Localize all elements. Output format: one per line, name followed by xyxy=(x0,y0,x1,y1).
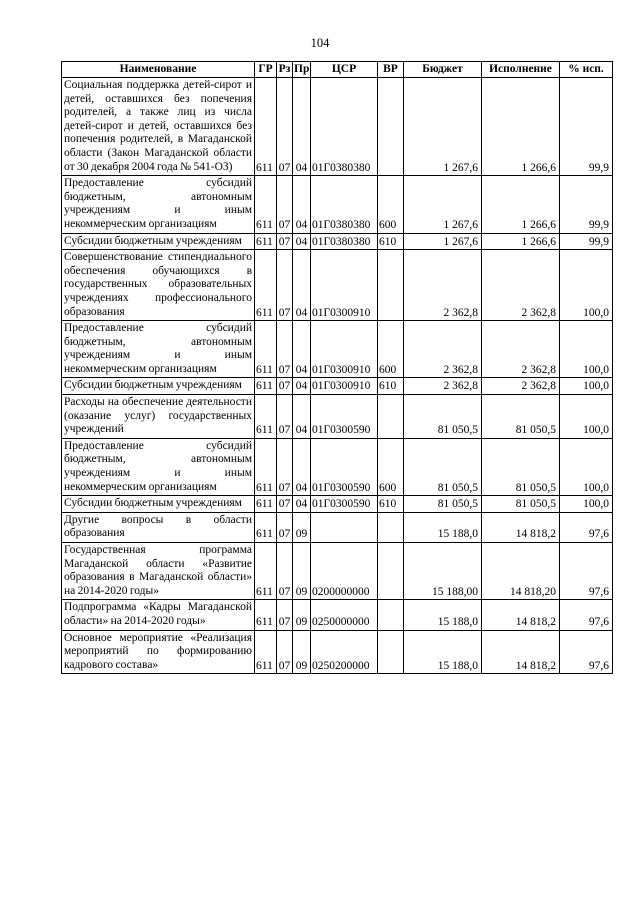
cell-vr xyxy=(378,512,404,542)
cell-percent: 100,0 xyxy=(560,496,613,513)
cell-vr: 610 xyxy=(378,496,404,513)
cell-execution: 81 050,5 xyxy=(482,438,560,495)
cell-execution: 1 266,6 xyxy=(482,176,560,233)
cell-name: Основное мероприятие «Реализация мероприятий по формированию кадрового состава» xyxy=(62,630,255,674)
cell-gr: 611 xyxy=(255,630,277,674)
cell-rz: 07 xyxy=(277,543,293,600)
cell-percent: 97,6 xyxy=(560,543,613,600)
cell-budget: 2 362,8 xyxy=(404,250,482,321)
table-row xyxy=(62,512,613,542)
cell-vr xyxy=(378,78,404,176)
cell-csr: 01Г0380380 xyxy=(311,78,378,176)
cell-vr: 610 xyxy=(378,378,404,395)
cell-csr: 0250200000 xyxy=(311,630,378,674)
cell-execution: 2 362,8 xyxy=(482,378,560,395)
cell-name: Государственная программа Магаданской области «Развитие образования в Магаданской области» на 2014-2020 годы» xyxy=(62,543,255,600)
cell-budget: 15 188,0 xyxy=(404,600,482,630)
cell-gr: 611 xyxy=(255,176,277,233)
cell-rz: 07 xyxy=(277,176,293,233)
cell-budget: 15 188,0 xyxy=(404,630,482,674)
cell-percent: 99,9 xyxy=(560,176,613,233)
table-row xyxy=(62,78,613,176)
cell-rz: 07 xyxy=(277,600,293,630)
cell-csr: 01Г0380380 xyxy=(311,176,378,233)
cell-pr: 09 xyxy=(293,630,311,674)
header-name: Наименование xyxy=(62,62,255,78)
cell-budget: 81 050,5 xyxy=(404,395,482,439)
cell-gr: 611 xyxy=(255,321,277,378)
cell-name: Другие вопросы в области образования xyxy=(62,512,255,542)
table-row xyxy=(62,600,613,630)
table-row xyxy=(62,378,613,395)
cell-gr: 611 xyxy=(255,250,277,321)
cell-csr: 01Г0300910 xyxy=(311,378,378,395)
cell-csr: 0250000000 xyxy=(311,600,378,630)
cell-execution: 2 362,8 xyxy=(482,321,560,378)
cell-vr: 600 xyxy=(378,438,404,495)
cell-rz: 07 xyxy=(277,630,293,674)
cell-gr: 611 xyxy=(255,438,277,495)
cell-vr xyxy=(378,630,404,674)
table-row xyxy=(62,395,613,439)
cell-vr xyxy=(378,395,404,439)
cell-execution: 14 818,2 xyxy=(482,600,560,630)
cell-percent: 100,0 xyxy=(560,395,613,439)
cell-budget: 2 362,8 xyxy=(404,378,482,395)
cell-pr: 09 xyxy=(293,543,311,600)
cell-pr: 04 xyxy=(293,496,311,513)
cell-pr: 04 xyxy=(293,438,311,495)
cell-pr: 04 xyxy=(293,233,311,250)
cell-rz: 07 xyxy=(277,321,293,378)
cell-csr: 01Г0380380 xyxy=(311,233,378,250)
table-row xyxy=(62,543,613,600)
cell-vr xyxy=(378,600,404,630)
cell-gr: 611 xyxy=(255,78,277,176)
cell-pr: 04 xyxy=(293,78,311,176)
cell-vr xyxy=(378,250,404,321)
header-csr: ЦСР xyxy=(311,62,378,78)
cell-vr: 600 xyxy=(378,321,404,378)
header-vr: ВР xyxy=(378,62,404,78)
cell-percent: 100,0 xyxy=(560,321,613,378)
cell-percent: 99,9 xyxy=(560,233,613,250)
table-row xyxy=(62,630,613,674)
cell-rz: 07 xyxy=(277,395,293,439)
cell-csr: 01Г0300910 xyxy=(311,321,378,378)
header-budget: Бюджет xyxy=(404,62,482,78)
table-row xyxy=(62,176,613,233)
header-percent: % исп. xyxy=(560,62,613,78)
header-execution: Исполнение xyxy=(482,62,560,78)
cell-csr: 01Г0300910 xyxy=(311,250,378,321)
cell-name: Социальная поддержка детей-сирот и детей, оставшихся без попечения родителей, а также лиц из числа детей-сирот и детей, оставшихся без попечения родителей, в Магаданской области (Закон Магаданской области от 30 декабря 2004 года № 541-ОЗ) xyxy=(62,78,255,176)
cell-percent: 100,0 xyxy=(560,250,613,321)
cell-gr: 611 xyxy=(255,378,277,395)
budget-execution-table xyxy=(61,61,613,674)
cell-execution: 1 266,6 xyxy=(482,78,560,176)
cell-execution: 2 362,8 xyxy=(482,250,560,321)
cell-rz: 07 xyxy=(277,512,293,542)
cell-pr: 04 xyxy=(293,176,311,233)
cell-rz: 07 xyxy=(277,496,293,513)
cell-name: Расходы на обеспечение деятельности (оказание услуг) государственных учреждений xyxy=(62,395,255,439)
cell-pr: 04 xyxy=(293,250,311,321)
table-row xyxy=(62,438,613,495)
cell-budget: 81 050,5 xyxy=(404,438,482,495)
cell-percent: 97,6 xyxy=(560,630,613,674)
cell-execution: 14 818,2 xyxy=(482,630,560,674)
cell-pr: 09 xyxy=(293,600,311,630)
table-body xyxy=(62,78,613,674)
cell-csr: 0200000000 xyxy=(311,543,378,600)
cell-vr xyxy=(378,543,404,600)
cell-name: Предоставление субсидий бюджетным, автономным учреждениям и иным некоммерческим организациям xyxy=(62,321,255,378)
cell-percent: 97,6 xyxy=(560,512,613,542)
table-row xyxy=(62,496,613,513)
cell-vr: 610 xyxy=(378,233,404,250)
cell-pr: 09 xyxy=(293,512,311,542)
header-pr: Пр xyxy=(293,62,311,78)
cell-rz: 07 xyxy=(277,78,293,176)
table-row xyxy=(62,250,613,321)
cell-execution: 14 818,2 xyxy=(482,512,560,542)
cell-execution: 81 050,5 xyxy=(482,496,560,513)
cell-csr: 01Г0300590 xyxy=(311,395,378,439)
header-gr: ГР xyxy=(255,62,277,78)
cell-name: Субсидии бюджетным учреждениям xyxy=(62,496,255,513)
cell-rz: 07 xyxy=(277,378,293,395)
cell-vr: 600 xyxy=(378,176,404,233)
cell-budget: 1 267,6 xyxy=(404,176,482,233)
cell-csr xyxy=(311,512,378,542)
cell-name: Субсидии бюджетным учреждениям xyxy=(62,378,255,395)
cell-pr: 04 xyxy=(293,395,311,439)
cell-name: Субсидии бюджетным учреждениям xyxy=(62,233,255,250)
cell-budget: 1 267,6 xyxy=(404,78,482,176)
cell-gr: 611 xyxy=(255,543,277,600)
cell-name: Подпрограмма «Кадры Магаданской области» на 2014-2020 годы» xyxy=(62,600,255,630)
cell-gr: 611 xyxy=(255,512,277,542)
header-rz: Рз xyxy=(277,62,293,78)
cell-budget: 15 188,00 xyxy=(404,543,482,600)
cell-budget: 15 188,0 xyxy=(404,512,482,542)
cell-gr: 611 xyxy=(255,496,277,513)
cell-gr: 611 xyxy=(255,600,277,630)
cell-percent: 97,6 xyxy=(560,600,613,630)
cell-gr: 611 xyxy=(255,395,277,439)
cell-execution: 81 050,5 xyxy=(482,395,560,439)
cell-pr: 04 xyxy=(293,321,311,378)
cell-budget: 1 267,6 xyxy=(404,233,482,250)
cell-name: Совершенствование стипендиального обеспечения обучающихся в государственных образовательных учреждениях профессионального образования xyxy=(62,250,255,321)
cell-rz: 07 xyxy=(277,233,293,250)
cell-csr: 01Г0300590 xyxy=(311,438,378,495)
page-number: 104 xyxy=(310,36,330,50)
cell-execution: 1 266,6 xyxy=(482,233,560,250)
cell-percent: 99,9 xyxy=(560,78,613,176)
cell-percent: 100,0 xyxy=(560,438,613,495)
cell-csr: 01Г0300590 xyxy=(311,496,378,513)
cell-budget: 2 362,8 xyxy=(404,321,482,378)
cell-pr: 04 xyxy=(293,378,311,395)
table-header-row xyxy=(62,62,613,78)
cell-name: Предоставление субсидий бюджетным, автономным учреждениям и иным некоммерческим организациям xyxy=(62,176,255,233)
table-row xyxy=(62,321,613,378)
cell-percent: 100,0 xyxy=(560,378,613,395)
cell-budget: 81 050,5 xyxy=(404,496,482,513)
table-row xyxy=(62,233,613,250)
cell-rz: 07 xyxy=(277,250,293,321)
cell-gr: 611 xyxy=(255,233,277,250)
cell-name: Предоставление субсидий бюджетным, автономным учреждениям и иным некоммерческим организациям xyxy=(62,438,255,495)
cell-execution: 14 818,20 xyxy=(482,543,560,600)
cell-rz: 07 xyxy=(277,438,293,495)
